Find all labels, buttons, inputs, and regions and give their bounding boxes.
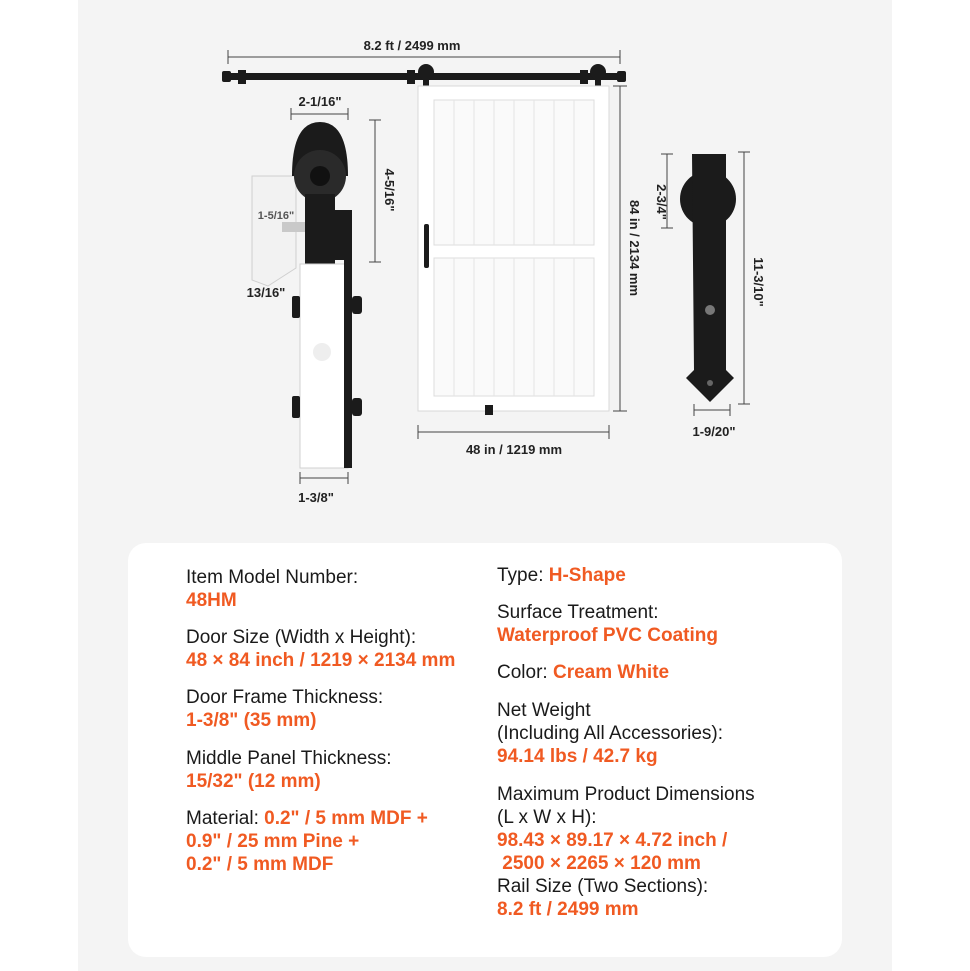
door-height-dimension <box>613 86 642 411</box>
door-width-dimension <box>418 425 609 457</box>
hanger-height-label: 4-5/16" <box>382 168 397 212</box>
strap-length-label: 11-3/10" <box>751 257 766 307</box>
wheel-width-label: 2-1/16" <box>298 94 342 109</box>
spec-rail-size: Rail Size (Two Sections): 8.2 ft / 2499 mm <box>497 876 709 920</box>
barn-door <box>418 86 609 415</box>
strap-width-dimension <box>692 404 735 439</box>
spec-panel-thickness: Middle Panel Thickness: 15/32" (12 mm) <box>186 748 392 792</box>
wheel-width-dimension <box>291 94 348 120</box>
wheel-diameter-dimension <box>654 154 673 228</box>
frame-thickness-label: 1-3/8" <box>298 490 334 505</box>
strap-length-dimension <box>738 152 766 404</box>
strap-width-label: 1-9/20" <box>692 424 736 439</box>
spacer-label: 13/16" <box>246 285 286 300</box>
frame-thickness-dimension <box>298 472 348 505</box>
rail-dimension <box>228 38 620 64</box>
spec-surface: Surface Treatment: Waterproof PVC Coating <box>497 602 718 646</box>
door-width-label: 48 in / 1219 mm <box>465 442 563 457</box>
door-handle <box>424 224 429 268</box>
spec-material: Material: 0.2" / 5 mm MDF + 0.9" / 25 mm Pine + 0.2" / 5 mm MDF <box>186 808 428 875</box>
floor-guide <box>485 405 493 415</box>
door-height-label: 84 in / 2134 mm <box>627 199 642 297</box>
spec-door-size: Door Size (Width x Height): 48 × 84 inch / 1219 × 2134 mm <box>186 627 456 671</box>
spec-type: Type: H-Shape <box>497 565 626 586</box>
spec-frame-thickness: Door Frame Thickness: 1-3/8" (35 mm) <box>186 687 384 731</box>
spec-net-weight: Net Weight (Including All Accessories): 94.14 lbs / 42.7 kg <box>497 700 723 767</box>
spec-max-dimensions: Maximum Product Dimensions (L x W x H): 98.43 × 89.17 × 4.72 inch / 2500 × 2265 × 120 mm <box>497 784 755 874</box>
spec-model: Item Model Number: 48HM <box>186 567 359 611</box>
strap-front-view <box>680 154 736 402</box>
hanger-height-dimension <box>369 120 397 262</box>
spec-color: Color: Cream White <box>497 662 670 683</box>
wall-gap-label: 1-5/16" <box>257 210 295 222</box>
wheel-diameter-label: 2-3/4" <box>654 184 669 220</box>
rail-length-label: 8.2 ft / 2499 mm <box>363 38 461 53</box>
